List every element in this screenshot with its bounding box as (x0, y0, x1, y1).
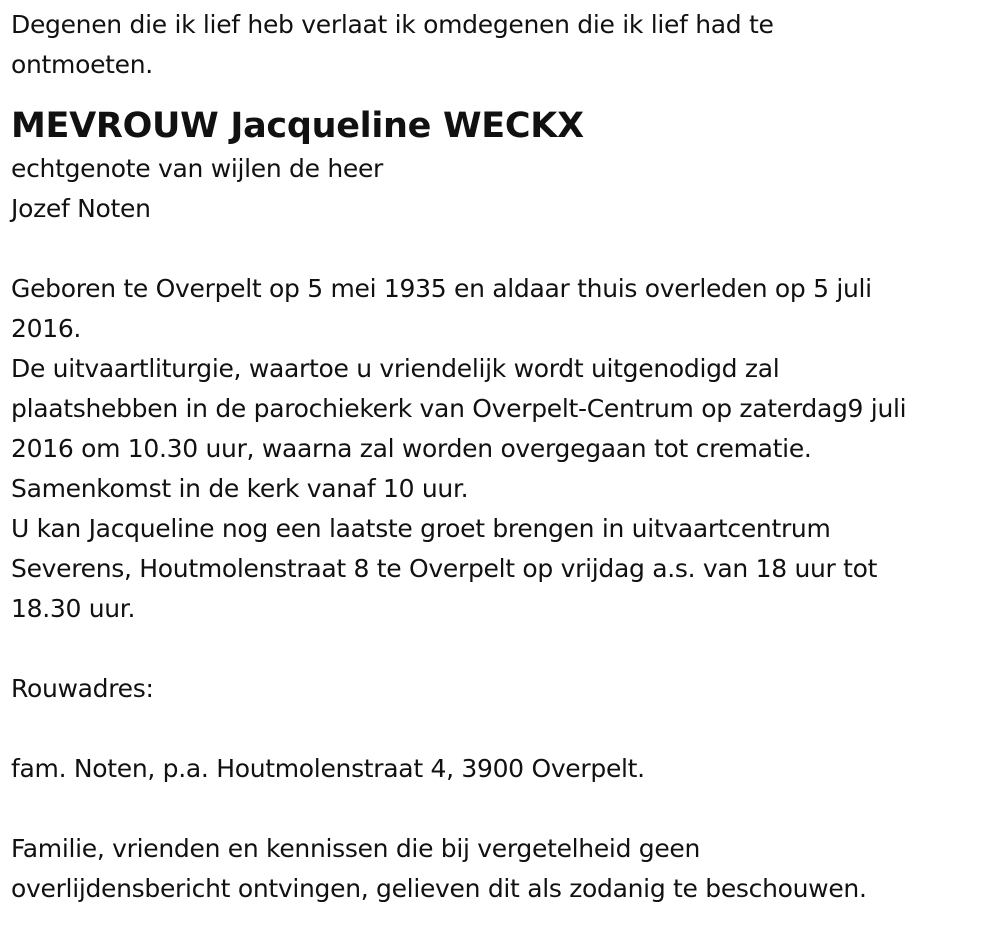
closing-line: overlijdensbericht ontvingen, gelieven dit als zodanig te beschouwen. (11, 874, 867, 903)
address-label: Rouwadres: (11, 674, 154, 703)
quote (11, 0, 991, 85)
obituary-notice (11, 0, 991, 909)
detail-line: De uitvaartliturgie, waartoe u vriendelijk wordt uitgenodigd zal (11, 354, 780, 383)
spouse-line: Jozef Noten (11, 194, 151, 223)
funeral-details (11, 269, 991, 629)
detail-line: 18.30 uur. (11, 594, 136, 623)
detail-line: Samenkomst in de kerk vanaf 10 uur. (11, 474, 469, 503)
quote-line: Degenen die ik lief heb verlaat ik omdegenen die ik lief had te (11, 10, 774, 39)
detail-line: Severens, Houtmolenstraat 8 te Overpelt op vrijdag a.s. van 18 uur tot (11, 554, 878, 583)
detail-line: plaatshebben in de parochiekerk van Overpelt-Centrum op zaterdag9 juli (11, 394, 907, 423)
mourning-address: fam. Noten, p.a. Houtmolenstraat 4, 3900 Overpelt. (11, 754, 645, 783)
detail-line: 2016. (11, 314, 82, 343)
detail-line: U kan Jacqueline nog een laatste groet brengen in uitvaartcentrum (11, 514, 831, 543)
quote-line: ontmoeten. (11, 50, 153, 79)
detail-line: Geboren te Overpelt op 5 mei 1935 en aldaar thuis overleden op 5 juli (11, 274, 872, 303)
detail-line: 2016 om 10.30 uur, waarna zal worden overgegaan tot crematie. (11, 434, 812, 463)
spouse-line: echtgenote van wijlen de heer (11, 154, 384, 183)
closing-note (11, 829, 991, 909)
deceased-name: MEVROUW Jacqueline WECKX (11, 106, 584, 146)
spouse-info (11, 149, 991, 229)
closing-line: Familie, vrienden en kennissen die bij vergetelheid geen (11, 834, 701, 863)
